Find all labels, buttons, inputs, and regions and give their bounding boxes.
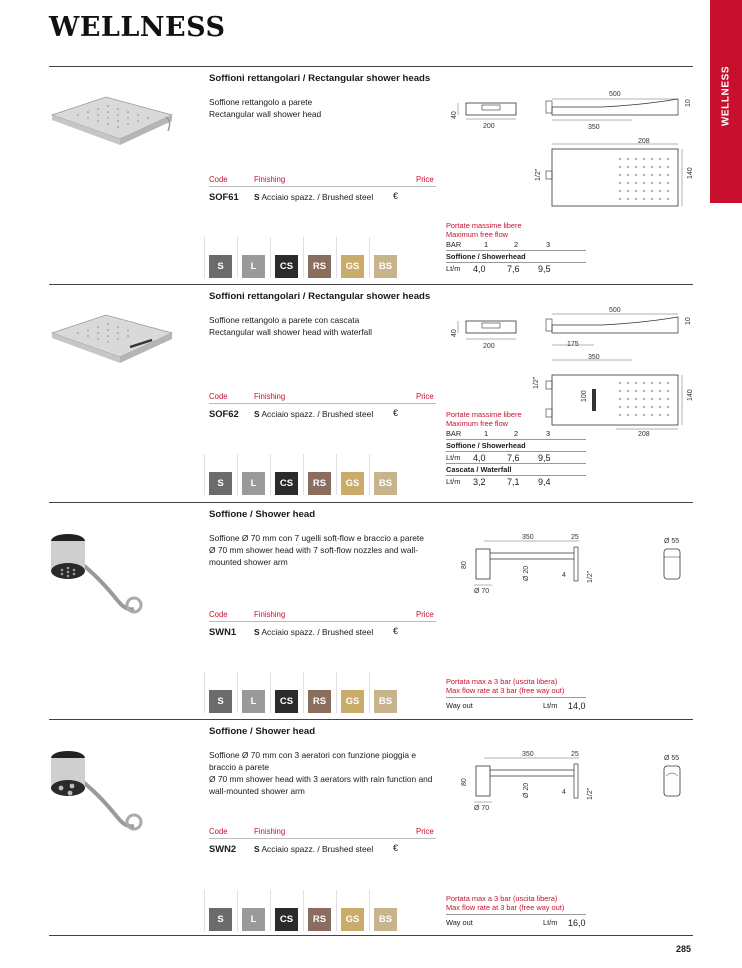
dim-label: 1/2" xyxy=(587,570,594,583)
section-title: Soffione / Shower head xyxy=(209,726,316,737)
dim-label: 25 xyxy=(571,534,579,541)
flow-table xyxy=(446,221,586,275)
swatch-cs: CS xyxy=(275,908,298,931)
bar-label: BAR xyxy=(446,429,462,438)
flow-value: 14,0 xyxy=(568,701,586,711)
swatch-s: S xyxy=(209,908,232,931)
flow-title-en: Maximum free flow xyxy=(446,419,509,428)
product-description xyxy=(209,532,441,568)
price-value: € xyxy=(393,191,399,201)
description-en: Rectangular wall shower head xyxy=(209,109,322,119)
finishing xyxy=(254,409,373,419)
swatch-l: L xyxy=(242,472,265,495)
flow-value: 9,5 xyxy=(538,453,551,463)
dim-label: 350 xyxy=(522,751,534,758)
dim-label: 200 xyxy=(483,343,495,350)
description-it: Soffione Ø 70 mm con 3 aeratori con funzione pioggia e braccio a parete xyxy=(209,750,417,772)
bar-3: 3 xyxy=(546,429,551,438)
flow-table xyxy=(446,410,586,488)
dim-label: 350 xyxy=(588,124,600,131)
finish-code: S xyxy=(254,192,260,202)
dim-label: 1/2" xyxy=(533,376,540,389)
description-it: Soffione Ø 70 mm con 7 ugelli soft-flow e braccio a parete xyxy=(209,533,424,543)
divider xyxy=(49,935,693,936)
finishing-header: Finishing xyxy=(254,610,286,619)
finish-name: Acciaio spazz. / Brushed steel xyxy=(261,192,374,202)
dim-label: 208 xyxy=(638,431,650,438)
dim-label: 1/2" xyxy=(587,787,594,800)
dim-label: 500 xyxy=(609,307,621,314)
finish-code: S xyxy=(254,844,260,854)
finish-code: S xyxy=(254,409,260,419)
section-title: Soffione / Shower head xyxy=(209,509,316,520)
finish-name: Acciaio spazz. / Brushed steel xyxy=(261,627,374,637)
swatch-s: S xyxy=(209,255,232,278)
dim-label: 200 xyxy=(483,123,495,130)
technical-drawing xyxy=(452,87,697,212)
finish-swatches xyxy=(209,690,397,713)
code-header: Code xyxy=(209,827,228,836)
finishing xyxy=(254,844,373,854)
flow-values-row xyxy=(446,476,586,488)
swatch-l: L xyxy=(242,255,265,278)
dim-label: Ø 20 xyxy=(523,565,530,581)
price-header: Price xyxy=(416,175,434,184)
flow-unit: Lt/m xyxy=(446,264,461,273)
finish-swatches xyxy=(209,472,397,495)
swatch-cs: CS xyxy=(275,472,298,495)
flow-value: 4,0 xyxy=(473,264,486,274)
flow-group-name: Cascata / Waterfall xyxy=(446,464,586,476)
swatch-gs: GS xyxy=(341,908,364,931)
swatch-s: S xyxy=(209,690,232,713)
code-header: Code xyxy=(209,392,228,401)
price-header: Price xyxy=(416,827,434,836)
round-shower-head-7-nozzles-image xyxy=(48,531,148,621)
product-code: SWN1 xyxy=(209,626,237,637)
swatch-bs: BS xyxy=(374,472,397,495)
product-description xyxy=(209,96,441,120)
flow-bar-row xyxy=(446,239,586,251)
dim-label: Ø 70 xyxy=(474,805,490,812)
finishing-header: Finishing xyxy=(254,175,286,184)
flow-value: 16,0 xyxy=(568,918,586,928)
dim-label: 80 xyxy=(461,778,468,786)
divider xyxy=(49,719,693,720)
divider xyxy=(49,284,693,285)
dim-label: 350 xyxy=(588,354,600,361)
dim-label: 4 xyxy=(562,789,566,796)
product-description xyxy=(209,314,441,338)
price-value: € xyxy=(393,408,399,418)
dim-label: Ø 55 xyxy=(664,755,680,762)
flow-unit: Lt/m xyxy=(446,477,461,486)
flow-table xyxy=(446,894,586,931)
product-code: SWN2 xyxy=(209,843,237,854)
dim-label: 25 xyxy=(571,751,579,758)
flow-values-row xyxy=(446,452,586,464)
dim-label: 80 xyxy=(461,561,468,569)
bar-1: 1 xyxy=(484,429,489,438)
dim-label: 140 xyxy=(687,389,694,401)
bar-3: 3 xyxy=(546,240,551,249)
flow-group-name: Soffione / Showerhead xyxy=(446,251,586,263)
flow-value: 3,2 xyxy=(473,477,486,487)
header-rule xyxy=(209,186,436,187)
technical-drawing xyxy=(452,529,697,601)
finish-swatches xyxy=(209,908,397,931)
swatch-bs: BS xyxy=(374,908,397,931)
description-en: Ø 70 mm shower head with 3 aerators with rain function and wall-mounted shower arm xyxy=(209,774,433,796)
description-it: Soffione rettangolo a parete xyxy=(209,97,313,107)
flow-bar-row xyxy=(446,428,586,440)
side-tab xyxy=(710,0,742,203)
swatch-rs: RS xyxy=(308,908,331,931)
code-header: Code xyxy=(209,610,228,619)
header-rule xyxy=(209,403,436,404)
dim-label: 350 xyxy=(522,534,534,541)
dim-label: 175 xyxy=(567,341,579,348)
flow-unit: Lt/m xyxy=(543,918,558,927)
rect-shower-head-image xyxy=(48,95,178,145)
product-description xyxy=(209,749,441,797)
finish-code: S xyxy=(254,627,260,637)
finish-swatches xyxy=(209,255,397,278)
swatch-l: L xyxy=(242,690,265,713)
swatch-bs: BS xyxy=(374,690,397,713)
dim-label: 10 xyxy=(685,317,692,325)
dim-label: 100 xyxy=(581,390,588,402)
swatch-gs: GS xyxy=(341,690,364,713)
header-rule xyxy=(209,838,436,839)
swatch-gs: GS xyxy=(341,255,364,278)
finishing-header: Finishing xyxy=(254,392,286,401)
flow-table xyxy=(446,677,586,714)
flow-title-en: Max flow rate at 3 bar (free way out) xyxy=(446,686,586,698)
swatch-gs: GS xyxy=(341,472,364,495)
section-title: Soffioni rettangolari / Rectangular shower heads xyxy=(209,73,431,84)
price-value: € xyxy=(393,843,399,853)
flow-value: 7,6 xyxy=(507,453,520,463)
price-value: € xyxy=(393,626,399,636)
bar-2: 2 xyxy=(514,429,519,438)
side-tab-label: WELLNESS xyxy=(720,65,732,127)
product-code: SOF62 xyxy=(209,408,239,419)
code-header: Code xyxy=(209,175,228,184)
swatch-l: L xyxy=(242,908,265,931)
finishing xyxy=(254,192,373,202)
flow-title-it: Portate massime libere xyxy=(446,221,522,230)
flow-title-it: Portate massime libere xyxy=(446,410,522,419)
dim-label: 500 xyxy=(609,91,621,98)
dim-label: 140 xyxy=(687,167,694,179)
dim-label: Ø 20 xyxy=(523,782,530,798)
swatch-cs: CS xyxy=(275,690,298,713)
description-en: Rectangular wall shower head with waterfall xyxy=(209,327,372,337)
page-number: 285 xyxy=(676,944,692,954)
flow-value: 7,1 xyxy=(507,477,520,487)
dim-label: 1/2" xyxy=(535,168,542,181)
flow-group-name: Soffione / Showerhead xyxy=(446,440,586,452)
flow-values-row xyxy=(446,698,586,714)
swatch-cs: CS xyxy=(275,255,298,278)
flow-value: 7,6 xyxy=(507,264,520,274)
divider xyxy=(49,502,693,503)
dim-label: 208 xyxy=(638,138,650,145)
dim-label: Ø 55 xyxy=(664,538,680,545)
flow-values-row xyxy=(446,263,586,275)
header-rule xyxy=(209,621,436,622)
round-shower-head-3-aerators-image xyxy=(48,748,148,838)
product-code: SOF61 xyxy=(209,191,239,202)
dim-label: 10 xyxy=(685,99,692,107)
dim-label: 40 xyxy=(451,329,458,337)
swatch-bs: BS xyxy=(374,255,397,278)
finishing-header: Finishing xyxy=(254,827,286,836)
flow-values-row xyxy=(446,915,586,931)
dim-label: Ø 70 xyxy=(474,588,490,595)
rect-shower-head-waterfall-image xyxy=(48,313,178,363)
description-en: Ø 70 mm shower head with 7 soft-flow nozzles and wall-mounted shower arm xyxy=(209,545,418,567)
divider xyxy=(49,66,693,67)
price-header: Price xyxy=(416,392,434,401)
swatch-rs: RS xyxy=(308,690,331,713)
finish-name: Acciaio spazz. / Brushed steel xyxy=(261,409,374,419)
description-it: Soffione rettangolo a parete con cascata xyxy=(209,315,360,325)
swatch-rs: RS xyxy=(308,255,331,278)
page-title: WELLNESS xyxy=(49,12,226,43)
bar-1: 1 xyxy=(484,240,489,249)
dim-label: 4 xyxy=(562,572,566,579)
swatch-rs: RS xyxy=(308,472,331,495)
flow-unit: Lt/m xyxy=(446,453,461,462)
swatch-s: S xyxy=(209,472,232,495)
dim-label: 40 xyxy=(451,111,458,119)
technical-drawing xyxy=(452,746,697,818)
flow-value: 9,5 xyxy=(538,264,551,274)
bar-2: 2 xyxy=(514,240,519,249)
flow-title-it: Portata max a 3 bar (uscita libera) xyxy=(446,677,558,686)
bar-label: BAR xyxy=(446,240,462,249)
section-title: Soffioni rettangolari / Rectangular shower heads xyxy=(209,291,431,302)
way-out-label: Way out xyxy=(446,918,473,927)
flow-title-en: Maximum free flow xyxy=(446,230,509,239)
flow-unit: Lt/m xyxy=(543,701,558,710)
finish-name: Acciaio spazz. / Brushed steel xyxy=(261,844,374,854)
flow-value: 4,0 xyxy=(473,453,486,463)
finishing xyxy=(254,627,373,637)
flow-title-it: Portata max a 3 bar (uscita libera) xyxy=(446,894,558,903)
flow-value: 9,4 xyxy=(538,477,551,487)
flow-title-en: Max flow rate at 3 bar (free way out) xyxy=(446,903,586,915)
price-header: Price xyxy=(416,610,434,619)
way-out-label: Way out xyxy=(446,701,473,710)
